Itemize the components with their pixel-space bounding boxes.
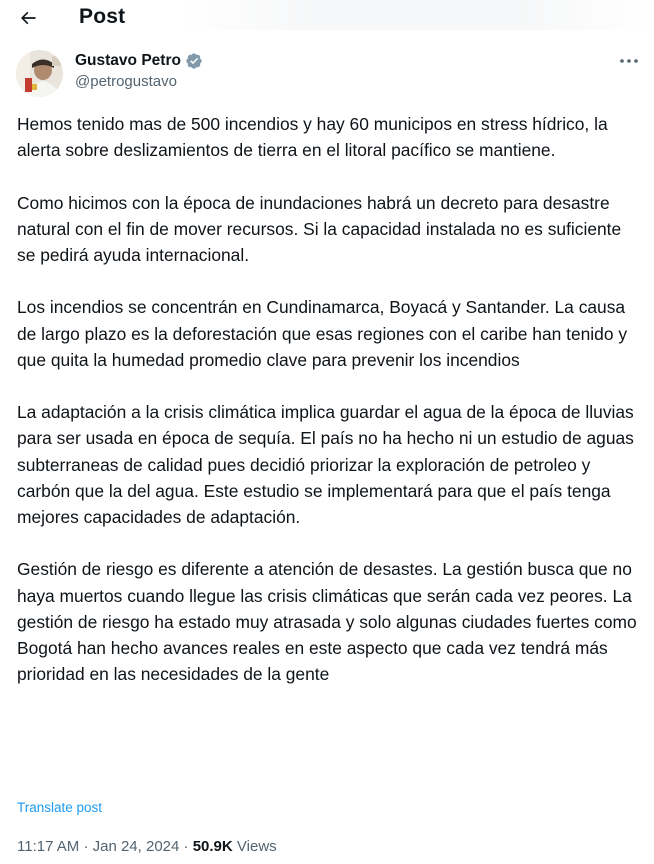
post-meta xyxy=(17,838,277,855)
avatar-photo xyxy=(16,50,63,97)
post-paragraph: La adaptación a la crisis climática implica guardar el agua de la época de lluvias para ser usada en época de sequía. El país no ha hecho ni un estudio de aguas subterraneas de calidad pues decidió priorizar la exploración de petroleo y carbón que la del agua. Este estudio se implementará para que el país tenga mejores capacidades de adaptación. xyxy=(17,402,634,527)
more-dots-icon xyxy=(619,58,639,64)
author-handle[interactable]: @petrogustavo xyxy=(75,73,177,90)
views-label: Views xyxy=(236,838,277,855)
meta-separator: · xyxy=(183,838,189,855)
post-paragraph: Gestión de riesgo es diferente a atención de desastes. La gestión busca que no haya muertos cuando llegue las crisis climáticas que serán cada vez peores. La gestión de riesgo ha estado muy atrasada y solo algunas ciudades fuertes como Bogotá han hecho avances reales en este aspecto que cada vez tendrá más prioridad en las necesidades de la gente xyxy=(17,559,637,685)
translate-post-link[interactable]: Translate post xyxy=(17,800,103,815)
author-name-row xyxy=(75,52,203,70)
post-date[interactable]: Jan 24, 2024 xyxy=(92,838,180,855)
back-arrow-icon xyxy=(18,8,38,28)
page-title: Post xyxy=(79,5,126,28)
meta-separator: · xyxy=(83,838,89,855)
avatar[interactable] xyxy=(16,50,63,97)
post-paragraph: Los incendios se concentrán en Cundinamarca, Boyacá y Santander. La causa de largo plazo es la deforestación que esas regiones con el caribe han tenido y que quita la humedad promedio clave para prevenir los incendios xyxy=(17,297,628,370)
blurred-background xyxy=(180,0,654,30)
post-time[interactable]: 11:17 AM xyxy=(17,838,80,855)
author-block xyxy=(75,52,203,90)
post-text xyxy=(17,111,642,687)
post-paragraph: Como hicimos con la época de inundaciones habrá un decreto para desastre natural con el fin de mover recursos. Si la capacidad instalada no es suficiente se pedirá ayuda internacional. xyxy=(17,192,622,265)
back-button[interactable] xyxy=(12,2,44,34)
views-count: 50.9K xyxy=(192,838,233,855)
post-paragraph: Hemos tenido mas de 500 incendios y hay 60 municipos en stress hídrico, la alerta sobre deslizamientos de tierra en el litoral pacífico se mantiene. xyxy=(17,114,608,161)
top-bar xyxy=(0,0,654,36)
verified-badge-icon[interactable] xyxy=(185,52,203,70)
more-options-button[interactable] xyxy=(616,50,642,72)
author-name[interactable]: Gustavo Petro xyxy=(75,52,181,69)
